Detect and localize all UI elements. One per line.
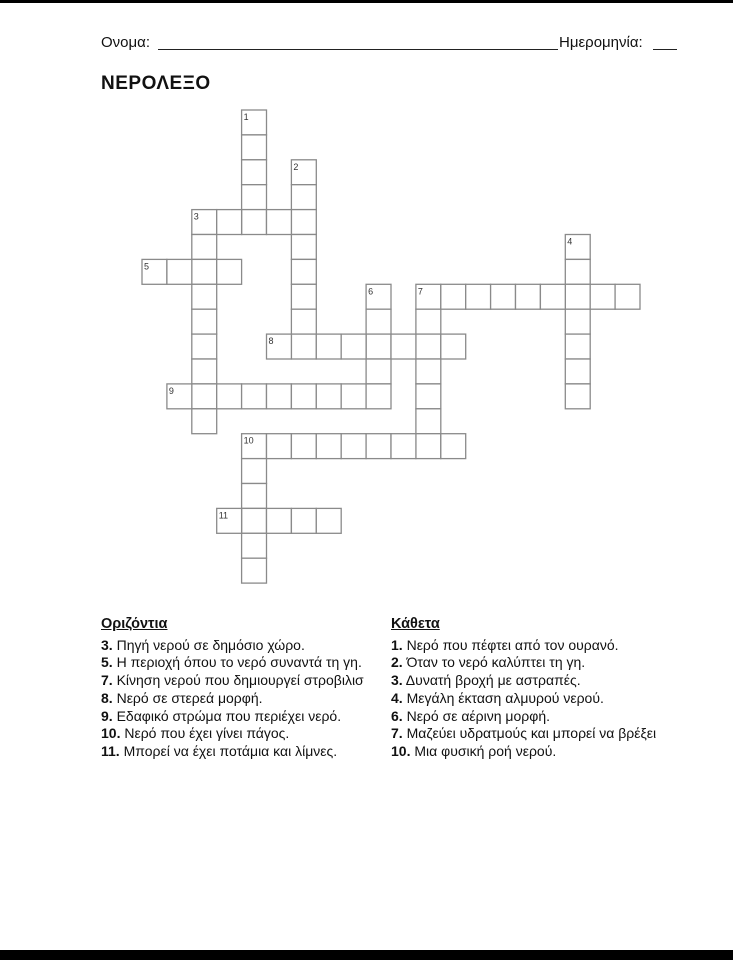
- across-heading: Οριζόντια: [101, 616, 168, 632]
- crossword-cell[interactable]: [366, 434, 391, 459]
- clue-text: Μπορεί να έχει ποτάμια και λίμνες.: [119, 742, 338, 759]
- crossword-cell[interactable]: [242, 558, 267, 583]
- crossword-cell[interactable]: [291, 384, 316, 409]
- crossword-cell[interactable]: [416, 434, 441, 459]
- crossword-cell[interactable]: [192, 384, 217, 409]
- clue-number-label: 2: [293, 161, 299, 172]
- clue-number-label: 4: [567, 236, 573, 247]
- crossword-cell[interactable]: [242, 160, 267, 185]
- down-clue: [391, 708, 681, 726]
- clue-number: 6.: [391, 707, 403, 724]
- crossword-cell[interactable]: [217, 259, 242, 284]
- clue-number: 10.: [101, 725, 121, 742]
- crossword-cell[interactable]: [565, 334, 590, 359]
- crossword-cell[interactable]: [192, 359, 217, 384]
- crossword-cell[interactable]: [192, 235, 217, 260]
- clue-text: Κίνηση νερού που δημιουργεί στροβιλισ: [112, 672, 364, 689]
- crossword-cell[interactable]: [242, 135, 267, 160]
- crossword-cell[interactable]: [217, 210, 242, 235]
- crossword-cell[interactable]: [291, 309, 316, 334]
- crossword-cell[interactable]: [291, 210, 316, 235]
- crossword-cell[interactable]: [242, 185, 267, 210]
- across-clue: [101, 725, 391, 743]
- clue-text: Μια φυσική ροή νερού.: [410, 742, 557, 759]
- crossword-cell[interactable]: [565, 309, 590, 334]
- crossword-cell[interactable]: [416, 309, 441, 334]
- crossword-cell[interactable]: [491, 284, 516, 309]
- crossword-cell[interactable]: [267, 434, 292, 459]
- crossword-cell[interactable]: [391, 334, 416, 359]
- clue-number-label: 6: [368, 286, 374, 297]
- across-clue: [101, 637, 391, 655]
- crossword-cell[interactable]: [291, 185, 316, 210]
- page-title: ΝΕΡΟΛΕΞΟ: [101, 73, 211, 94]
- down-clue: [391, 690, 681, 708]
- clue-text: Νερό σε αέρινη μορφή.: [402, 707, 550, 724]
- clue-text: Νερό που έχει γίνει πάγος.: [120, 725, 290, 742]
- clue-number: 10.: [391, 742, 411, 759]
- clue-number: 7.: [391, 725, 403, 742]
- clue-number: 9.: [101, 707, 113, 724]
- down-clues: [391, 616, 681, 761]
- across-clue: [101, 708, 391, 726]
- crossword-cell[interactable]: [565, 259, 590, 284]
- down-clue: [391, 743, 681, 761]
- across-clue: [101, 672, 391, 690]
- down-clue: [391, 654, 681, 672]
- crossword-cell[interactable]: [441, 434, 466, 459]
- crossword-cell[interactable]: [192, 284, 217, 309]
- down-clue-list: [391, 637, 681, 761]
- clue-number: 5.: [101, 654, 113, 671]
- clue-number: 7.: [101, 672, 113, 689]
- crossword-cell[interactable]: [466, 284, 491, 309]
- clue-text: Μεγάλη έκταση αλμυρού νερού.: [402, 689, 604, 706]
- clue-number-label: 5: [144, 261, 150, 272]
- name-label: Ονομα:: [101, 34, 150, 51]
- crossword-cell[interactable]: [341, 334, 366, 359]
- crossword-cell[interactable]: [291, 259, 316, 284]
- across-clue: [101, 654, 391, 672]
- crossword-cell[interactable]: [416, 359, 441, 384]
- crossword-cell[interactable]: [565, 384, 590, 409]
- crossword-cell[interactable]: [192, 334, 217, 359]
- crossword-cell[interactable]: [416, 384, 441, 409]
- crossword-cell[interactable]: [267, 384, 292, 409]
- across-clues: [101, 616, 391, 761]
- clue-number: 11.: [101, 742, 120, 759]
- crossword-cell[interactable]: [565, 284, 590, 309]
- crossword-cell[interactable]: [242, 508, 267, 533]
- clue-text: Νερό που πέφτει από τον ουρανό.: [402, 636, 619, 653]
- crossword-cell[interactable]: [192, 309, 217, 334]
- clue-text: Πηγή νερού σε δημόσιο χώρο.: [112, 636, 305, 653]
- crossword-cell[interactable]: [291, 508, 316, 533]
- clue-number: 3.: [391, 672, 403, 689]
- crossword-cell[interactable]: [242, 459, 267, 484]
- crossword-cell[interactable]: [291, 235, 316, 260]
- across-clue: [101, 743, 391, 761]
- crossword-cell[interactable]: [167, 259, 192, 284]
- clue-number-label: 1: [243, 112, 249, 122]
- crossword-cell[interactable]: [242, 484, 267, 509]
- crossword-cell[interactable]: [291, 434, 316, 459]
- crossword-cell[interactable]: [316, 334, 341, 359]
- clue-number-label: 8: [268, 336, 274, 347]
- clue-number-label: 11: [218, 510, 229, 521]
- crossword-cell[interactable]: [366, 384, 391, 409]
- crossword-cell[interactable]: [540, 284, 565, 309]
- crossword-cell[interactable]: [441, 284, 466, 309]
- crossword-cell[interactable]: [590, 284, 615, 309]
- crossword-cell[interactable]: [416, 409, 441, 434]
- across-clue: [101, 690, 391, 708]
- crossword-cell[interactable]: [291, 334, 316, 359]
- clue-number-label: 10: [243, 435, 254, 446]
- crossword-cell[interactable]: [565, 359, 590, 384]
- clue-text: Μαζεύει υδρατμούς και μπορεί να βρέξει: [402, 725, 657, 742]
- crossword-cell[interactable]: [217, 384, 242, 409]
- date-label: Ημερομηνία:: [559, 34, 643, 51]
- crossword-cell[interactable]: [316, 434, 341, 459]
- crossword-cell[interactable]: [316, 508, 341, 533]
- down-clue: [391, 725, 681, 743]
- crossword-cell[interactable]: [267, 508, 292, 533]
- crossword-cell[interactable]: [341, 434, 366, 459]
- clue-text: Η περιοχή όπου το νερό συναντά τη γη.: [112, 654, 362, 671]
- down-heading: Κάθετα: [391, 616, 440, 632]
- crossword-cell[interactable]: [192, 409, 217, 434]
- clue-text: Νερό σε στερεά μορφή.: [112, 689, 263, 706]
- crossword-cell[interactable]: [516, 284, 541, 309]
- clue-number-label: 7: [417, 286, 423, 297]
- crossword-cell[interactable]: [341, 384, 366, 409]
- clue-number: 8.: [101, 689, 113, 706]
- crossword-cell[interactable]: [192, 259, 217, 284]
- clue-number: 3.: [101, 636, 113, 653]
- crossword-cell[interactable]: [615, 284, 640, 309]
- clue-number: 4.: [391, 689, 403, 706]
- crossword-cell[interactable]: [242, 384, 267, 409]
- crossword-cell[interactable]: [366, 309, 391, 334]
- clue-number: 2.: [391, 654, 403, 671]
- clue-number-label: 3: [193, 211, 199, 222]
- clue-text: Όταν το νερό καλύπτει τη γη.: [402, 654, 586, 671]
- clue-text: Εδαφικό στρώμα που περιέχει νερό.: [112, 707, 342, 724]
- crossword-cell[interactable]: [242, 533, 267, 558]
- crossword-cell[interactable]: [366, 334, 391, 359]
- crossword-cell[interactable]: [366, 359, 391, 384]
- down-clue: [391, 637, 681, 655]
- crossword-cell[interactable]: [441, 334, 466, 359]
- crossword-cell[interactable]: [416, 334, 441, 359]
- clue-number: 1.: [391, 636, 403, 653]
- clue-text: Δυνατή βροχή με αστραπές.: [402, 672, 581, 689]
- crossword-cell[interactable]: [391, 434, 416, 459]
- crossword-cell[interactable]: [242, 210, 267, 235]
- across-clue-list: [101, 637, 391, 761]
- crossword-cell[interactable]: [291, 284, 316, 309]
- clue-number-label: 9: [168, 385, 174, 396]
- bottom-border: [0, 950, 733, 960]
- crossword-cell[interactable]: [267, 210, 292, 235]
- down-clue: [391, 672, 681, 690]
- crossword-cell[interactable]: [316, 384, 341, 409]
